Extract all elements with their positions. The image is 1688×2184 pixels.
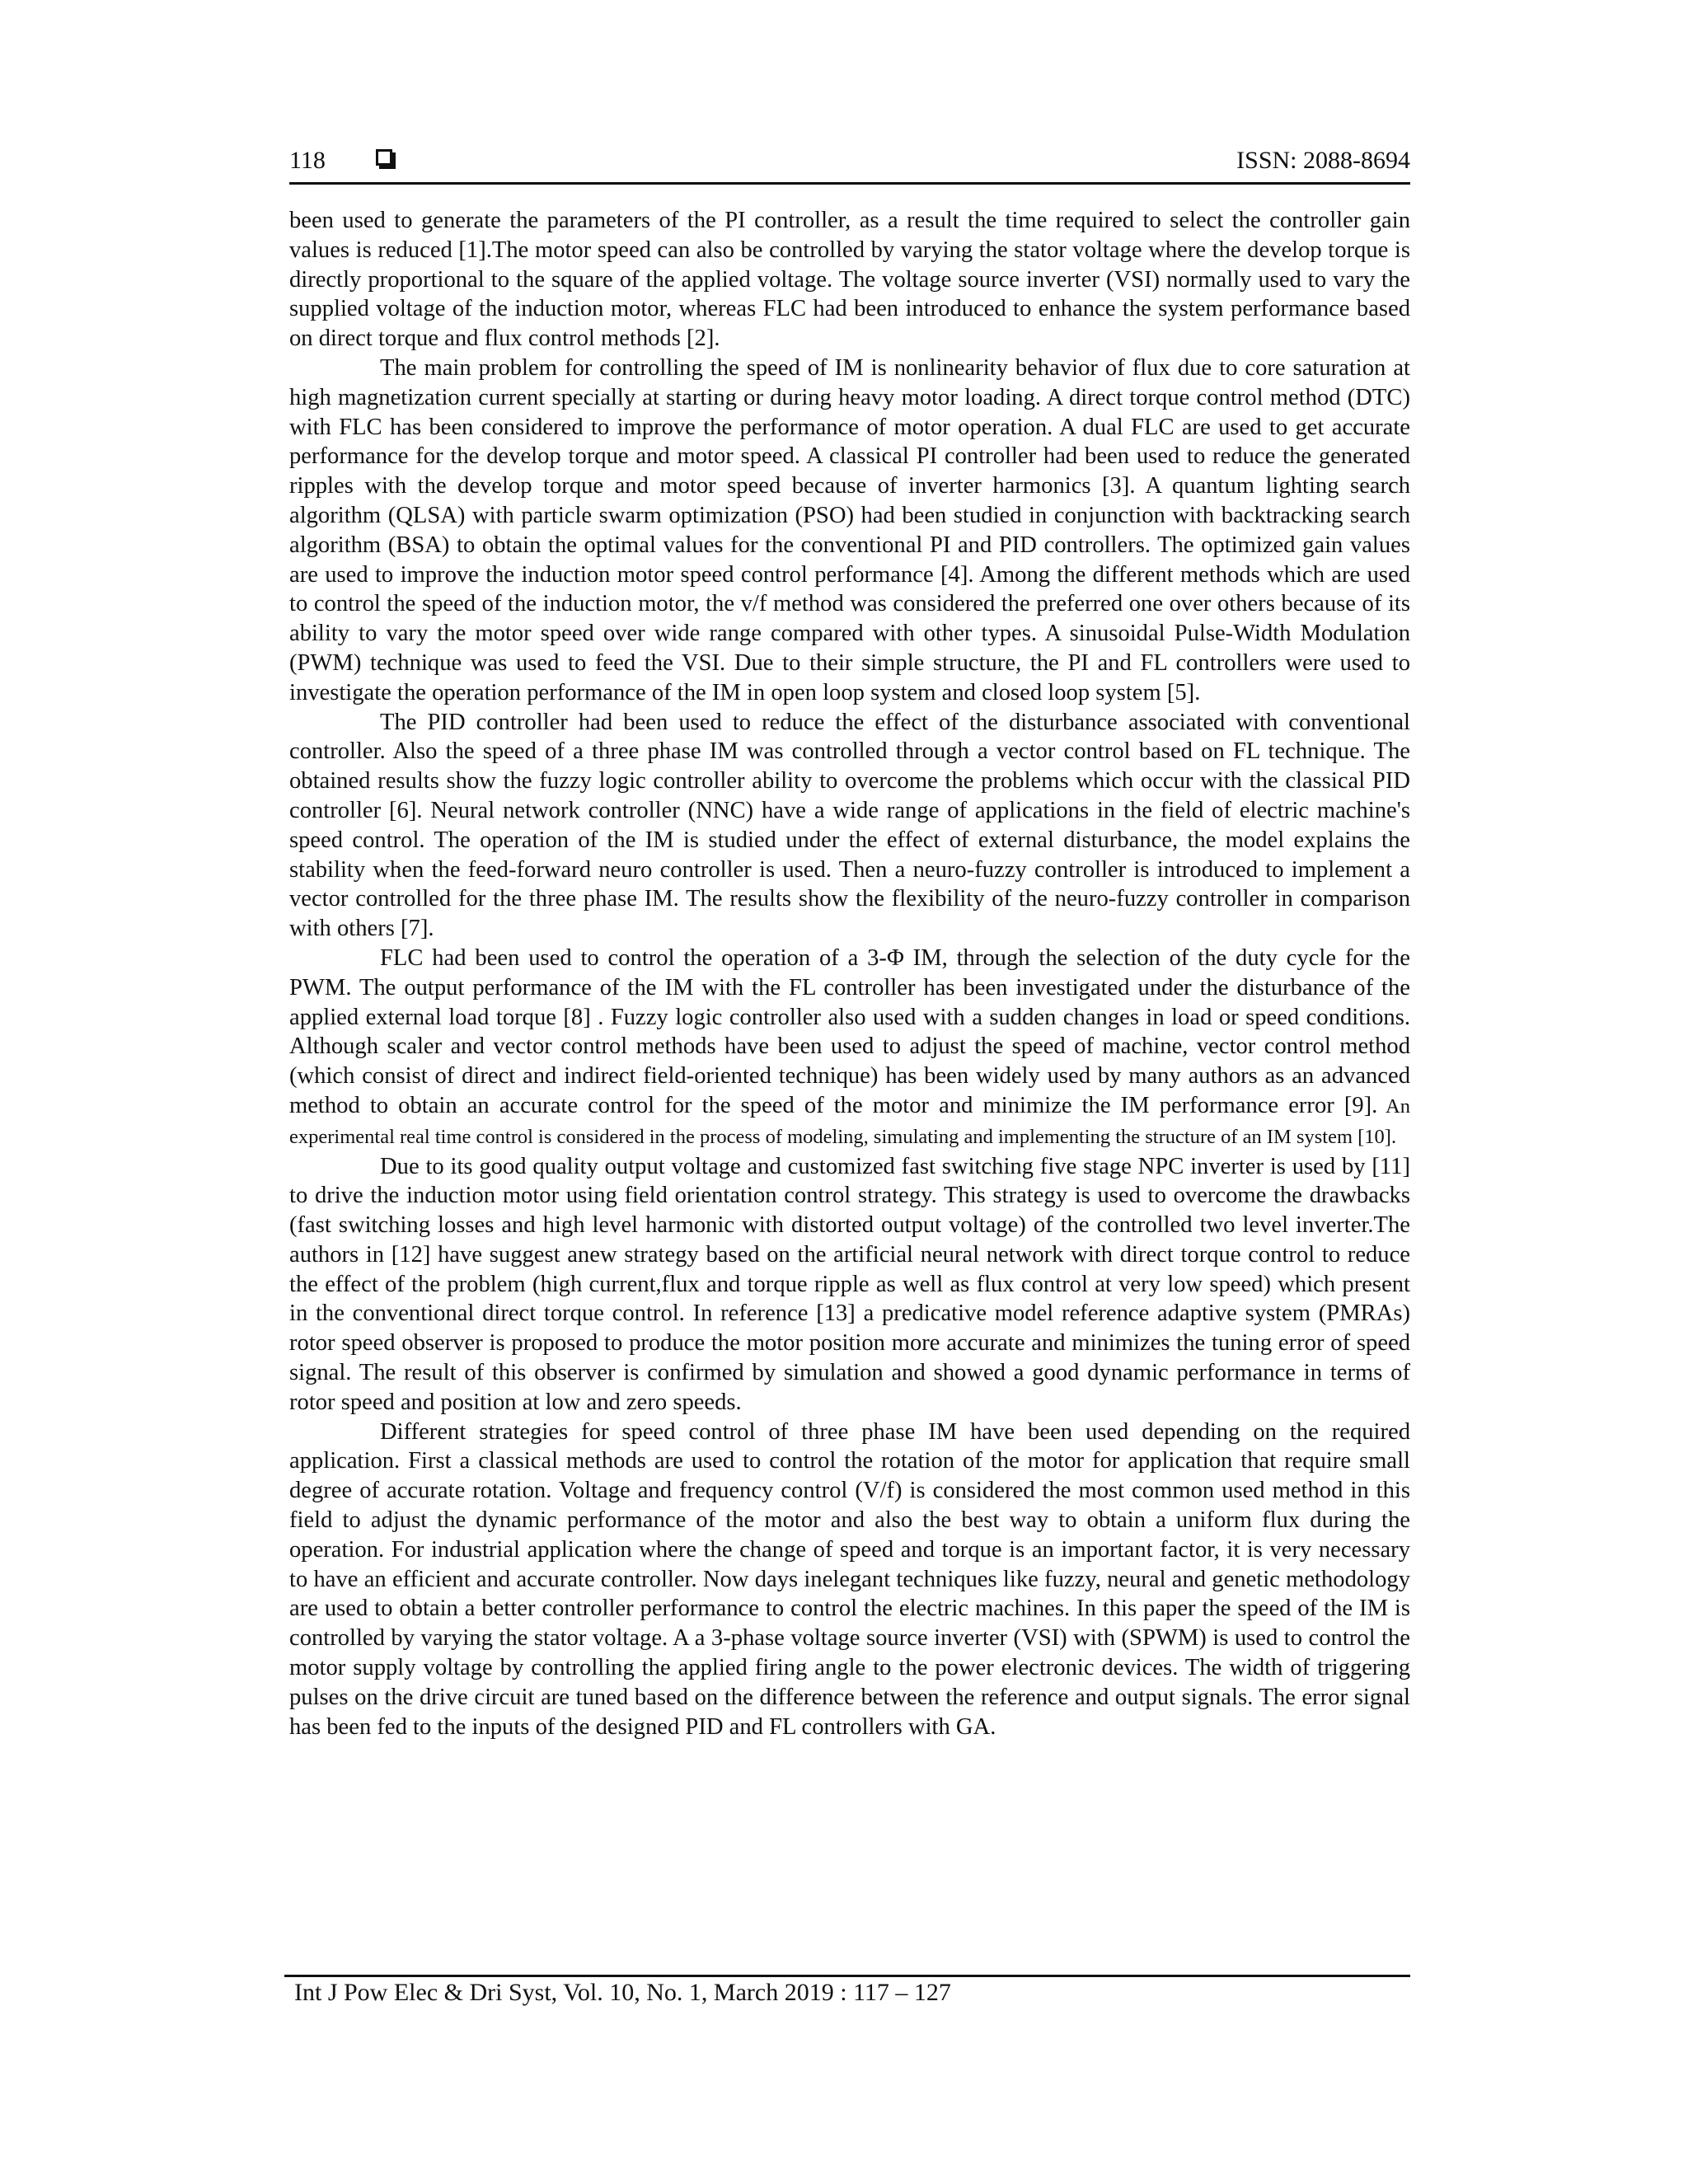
header-divider [289, 182, 1410, 185]
page-header [289, 146, 1410, 182]
footer-divider [284, 1975, 1410, 1977]
footer-citation: Int J Pow Elec & Dri Syst, Vol. 10, No. 1, March 2019 : 117 – 127 [294, 1979, 951, 2006]
square-box-icon [376, 149, 392, 166]
paragraph-1: been used to generate the parameters of the PI controller, as a result the time required to select the controller gain values is reduced [1].The motor speed can also be controlled by varying the stator voltage where the develop torque is directly proportional to the square of the applied voltage. The voltage source inverter (VSI) normally used to vary the supplied voltage of the induction motor, whereas FLC had been introduced to enhance the system performance based on direct torque and flux control methods [2]. [289, 208, 1410, 352]
article-body [289, 206, 1410, 1741]
paragraph-6: Different strategies for speed control of three phase IM have been used depending on the required application. First a classical methods are used to control the rotation of the motor for application that require small degree of accurate rotation. Voltage and frequency control (V/f) is considered the most common used method in this field to adjust the dynamic performance of the motor and also the best way to obtain a uniform flux during the operation. For industrial application where the change of speed and torque is an important factor, it is very necessary to have an efficient and accurate controller. Now days inelegant techniques like fuzzy, neural and genetic methodology are used to obtain a better controller performance to control the electric machines. In this paper the speed of the IM is controlled by varying the stator voltage. A a 3-phase voltage source inverter (VSI) with (SPWM) is used to control the motor supply voltage by controlling the applied firing angle to the power electronic devices. The width of triggering pulses on the drive circuit are tuned based on the difference between the reference and output signals. The error signal has been fed to the inputs of the designed PID and FL controllers with GA. [289, 1418, 1410, 1740]
issn-label: ISSN: 2088-8694 [1236, 147, 1410, 174]
paragraph-4 [289, 944, 1410, 1152]
paragraph-5: Due to its good quality output voltage and customized fast switching five stage NPC inverter is used by [11] to drive the induction motor using field orientation control strategy. This strategy is used to overcome the drawbacks (fast switching losses and high level harmonic with distorted output voltage) of the controlled two level inverter.The authors in [12] have suggest anew strategy based on the artificial neural network with direct torque control to reduce the effect of the problem (high current,flux and torque ripple as well as flux control at very low speed) which present in the conventional direct torque control. In reference [13] a predicative model reference adaptive system (PMRAs) rotor speed observer is proposed to produce the motor position more accurate and minimizes the tuning error of speed signal. The result of this observer is confirmed by simulation and showed a good dynamic performance in terms of rotor speed and position at low and zero speeds. [289, 1153, 1410, 1415]
page-number: 118 [289, 147, 326, 174]
paragraph-3: The PID controller had been used to reduce the effect of the disturbance associated with conventional controller. Also the speed of a three phase IM was controlled through a vector control based on FL technique. The obtained results show the fuzzy logic controller ability to overcome the problems which occur with the classical PID controller [6]. Neural network controller (NNC) have a wide range of applications in the field of electric machine's speed control. The operation of the IM is studied under the effect of external disturbance, the model explains the stability when the feed-forward neuro controller is used. Then a neuro-fuzzy controller is introduced to implement a vector controlled for the three phase IM. The results show the flexibility of the neuro-fuzzy controller in comparison with others [7]. [289, 709, 1410, 942]
paragraph-4-small: An experimental real time control is considered in the process of modeling, simulating and implementing the structure of an IM system [10]. [289, 1094, 1410, 1148]
paragraph-2: The main problem for controlling the speed of IM is nonlinearity behavior of flux due to core saturation at high magnetization current specially at starting or during heavy motor loading. A direct torque control method (DTC) with FLC has been considered to improve the performance of motor operation. A dual FLC are used to get accurate performance for the develop torque and motor speed. A classical PI controller had been used to reduce the generated ripples with the develop torque and motor speed because of inverter harmonics [3]. A quantum lighting search algorithm (QLSA) with particle swarm optimization (PSO) had been studied in conjunction with backtracking search algorithm (BSA) to obtain the optimal values for the conventional PI and PID controllers. The optimized gain values are used to improve the induction motor speed control performance [4]. Among the different methods which are used to control the speed of the induction motor, the v/f method was considered the preferred one over others because of its ability to vary the motor speed over wide range compared with other types. A sinusoidal Pulse-Width Modulation (PWM) technique was used to feed the VSI. Due to their simple structure, the PI and FL controllers were used to investigate the operation performance of the IM in open loop system and closed loop system [5]. [289, 354, 1410, 705]
paragraph-4-main: FLC had been used to control the operation of a 3-Φ IM, through the selection of the duty cycle for the PWM. The output performance of the IM with the FL controller has been investigated under the disturbance of the applied external load torque [8] . Fuzzy logic controller also used with a sudden changes in load or speed conditions. Although scaler and vector control methods have been used to adjust the speed of machine, vector control method (which consist of direct and indirect field-oriented technique) has been widely used by many authors as an advanced method to obtain an accurate control for the speed of the motor and minimize the IM performance error [9]. [289, 944, 1410, 1118]
